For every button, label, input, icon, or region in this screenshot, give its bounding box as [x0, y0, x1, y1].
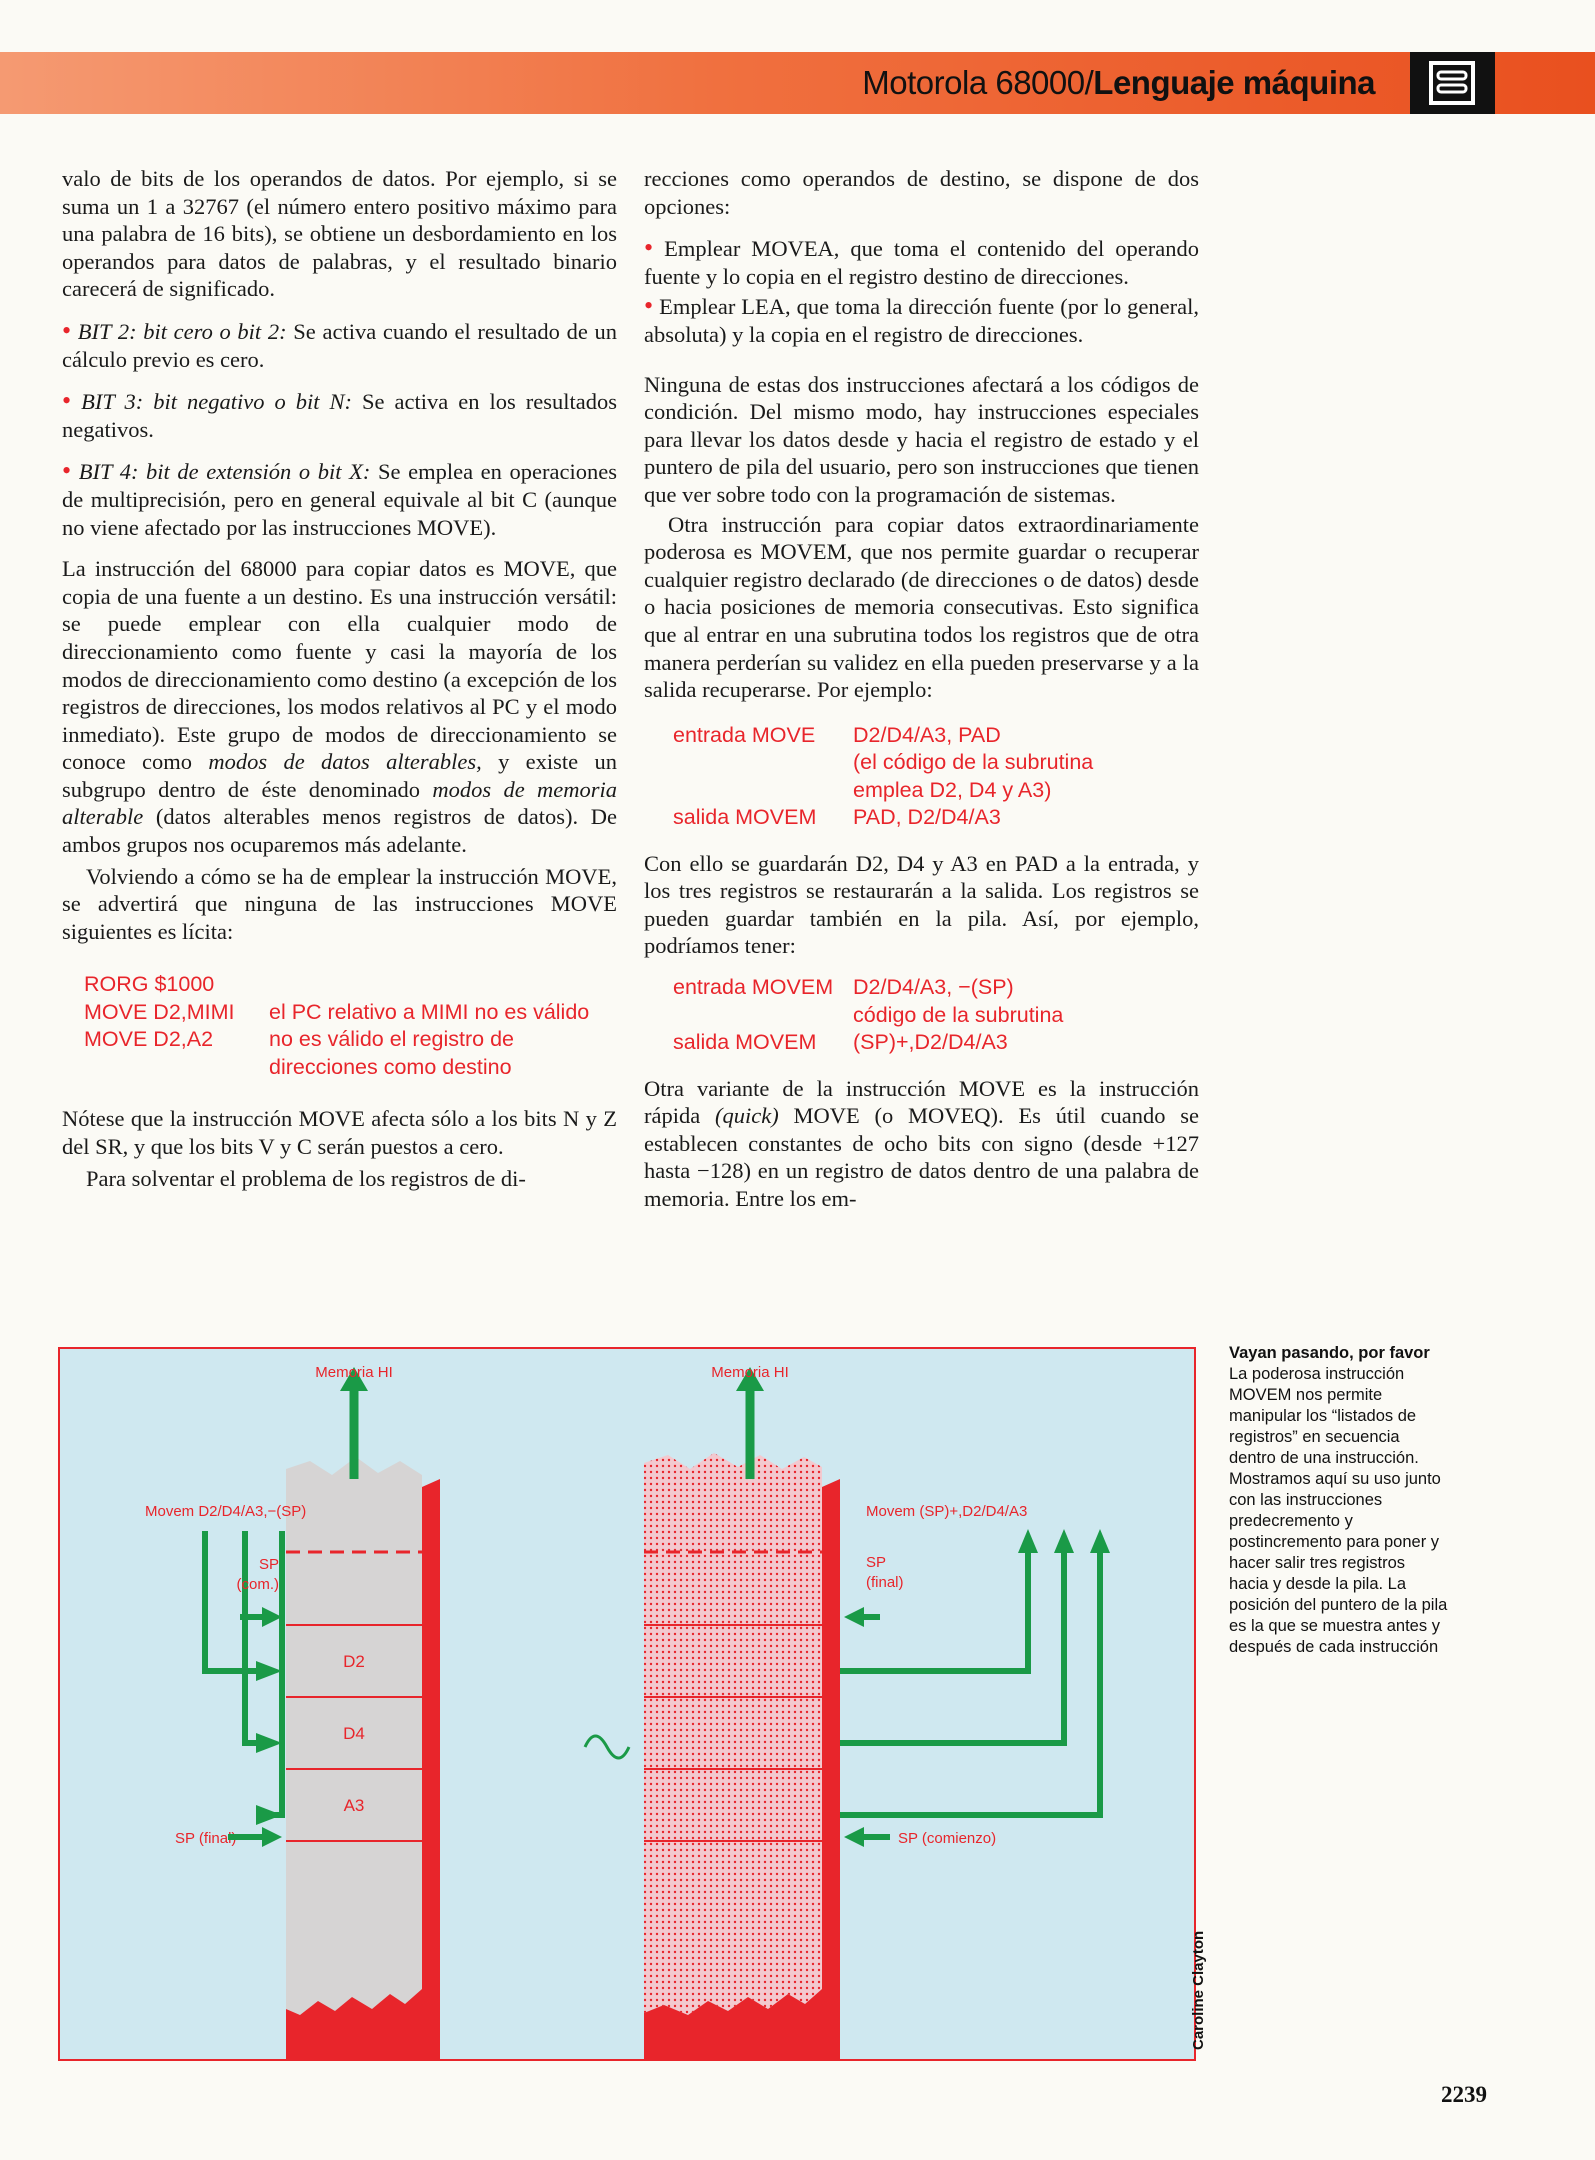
paragraph: valo de bits de los operandos de datos. Por ejemplo, si se suma un 1 a 32767 (el número entero positivo máximo para una palabra de 16 bits), se obtiene un desbordamiento en los operandos para datos de palabras, y el resultado binario carecerá de significado. — [62, 166, 617, 302]
figure-caption — [1229, 1343, 1449, 1658]
memory-hi-label-left: Memoria HI — [315, 1364, 393, 1381]
bullet-bit-4: • BIT 4: bit de extensión o bit X: Se emplea en operaciones de multiprecisión, pero en general equivale al bit C (aunque no viene afectado por las instrucciones MOVE). — [62, 456, 617, 540]
chip-icon — [1410, 52, 1495, 114]
tilde-symbol — [585, 1736, 629, 1758]
right-column — [644, 165, 1199, 1227]
paragraph: Nótese que la instrucción MOVE afecta sólo a los bits N y Z del SR, y que los bits V y C serán puestos a cero. — [62, 1106, 617, 1160]
sp-start-sub-label: (com.) — [236, 1576, 279, 1593]
movem-push-label: Movem D2/D4/A3,−(SP) — [145, 1503, 307, 1520]
paragraph: Ninguna de estas dos instrucciones afectará a los códigos de condición. Del mismo modo, hay instrucciones especiales para llevar los datos desde y hacia el registro de estado y el puntero de pila del usuario, pero son instrucciones que tienen que ver sobre todo con la programación de sistemas. — [644, 371, 1199, 507]
sp-final-right-sub-label: (final) — [866, 1574, 904, 1591]
movem-pop-label: Movem (SP)+,D2/D4/A3 — [866, 1503, 1028, 1520]
bullet-bit-2: • BIT 2: bit cero o bit 2: Se activa cuando el resultado de un cálculo previo es cero. — [62, 315, 618, 372]
bullet-movea: • Emplear MOVEA, que toma el contenido del operando fuente y lo copia en el registro destino de direcciones. — [644, 233, 1200, 289]
paragraph: Otra variante de la instrucción MOVE es la instrucción rápida (quick) MOVE (o MOVEQ). Es útil cuando se establecen constantes de ocho bits con signo (desde +127 hasta −128) en un registro de datos dentro de una palabra de memoria. Entre los em- — [644, 1075, 1199, 1211]
left-column — [62, 165, 617, 1196]
code-block-movem-pad: entrada MOVE D2/D4/A3, PAD (el código de la subrutina emplea D2, D4 y A3) salida MOVEM PAD, D2/D4/A3 — [673, 722, 1094, 830]
caption-text: La poderosa instrucción MOVEM nos permite manipular los “listados de registros” en secuencia dentro de una instrucción. Mostramos aquí su uso junto con las instrucciones predecremento y postincremento para poner y hacer salir tres registros hacia y desde la pila. La posición del puntero de la pila es la que se muestra antes y después de cada instrucción — [1229, 1365, 1448, 1656]
photo-credit: Caroline Clayton — [1190, 1930, 1207, 2050]
bullet-bit-3: • BIT 3: bit negativo o bit N: Se activa en los resultados negativos. — [62, 386, 618, 442]
stack-diagram — [58, 1347, 1196, 2061]
sp-final-left-label: SP (final) — [175, 1830, 237, 1847]
code-block-move: RORG $1000 MOVE D2,MIMI el PC relativo a MIMI no es válido MOVE D2,A2 no es válido el registro de direcciones como destino — [84, 972, 590, 1079]
register-a3-label: A3 — [343, 1796, 365, 1815]
paragraph: La instrucción del 68000 para copiar datos es MOVE, que copia de una fuente a un destino. Es una instrucción versátil: se puede emplear con ella cualquier modo de direccionamiento como fuente y casi la mayoría de los modos de direccionamiento como destino (a excepción de los registros de direcciones, los modos relativos al PC y el modo inmediato). Este grupo de modos de direccionamiento se conoce como modos de datos alterables, y existe un subgrupo dentro de éste denominado modos de memoria alterable (datos alterables menos registros de datos). De ambos grupos nos ocuparemos más adelante. — [62, 556, 618, 858]
code-block-movem-stack: entrada MOVEM D2/D4/A3, −(SP) código de la subrutina salida MOVEM (SP)+,D2/D4/A3 — [673, 975, 1064, 1055]
caption-title: Vayan pasando, por favor — [1229, 1344, 1430, 1362]
sp-comienzo-label: SP (comienzo) — [898, 1830, 997, 1847]
register-d2-label: D2 — [343, 1652, 365, 1671]
paragraph: recciones como operandos de destino, se dispone de dos opciones: — [644, 166, 1199, 219]
memory-block-left — [286, 1457, 440, 2059]
paragraph: Otra instrucción para copiar datos extraordinariamente poderosa es MOVEM, que nos permite guardar o recuperar cualquier registro declarado (de direcciones o de datos) desde o hacia posiciones de memoria consecutivas. Esto significa que al entrar en una subrutina todos los registros que de otra manera perderían su validez en ella pueden preservarse y a la salida recuperarse. Por ejemplo: — [644, 511, 1199, 703]
sp-final-right-label: SP — [866, 1554, 887, 1571]
register-d4-label: D4 — [343, 1724, 365, 1743]
section-header-bar — [0, 52, 1595, 114]
memory-hi-label-right: Memoria HI — [711, 1364, 789, 1381]
section-title: Motorola 68000/Lenguaje máquina — [862, 64, 1375, 101]
paragraph: Volviendo a cómo se ha de emplear la instrucción MOVE, se advertirá que ninguna de las instrucciones MOVE siguientes es lícita: — [62, 863, 617, 944]
bullet-lea: • Emplear LEA, que toma la dirección fuente (por lo general, absoluta) y la copia en el registro de direcciones. — [644, 291, 1200, 347]
memory-block-right — [644, 1453, 840, 2059]
sp-start-label: SP — [258, 1556, 279, 1573]
paragraph: Para solventar el problema de los registros de di- — [86, 1165, 526, 1191]
paragraph: Con ello se guardarán D2, D4 y A3 en PAD a la entrada, y los tres registros se restaurarán a la salida. Los registros se pueden guardar también en la pila. Así, por ejemplo, podríamos tener: — [644, 850, 1199, 959]
page-number: 2239 — [1441, 2082, 1487, 2107]
